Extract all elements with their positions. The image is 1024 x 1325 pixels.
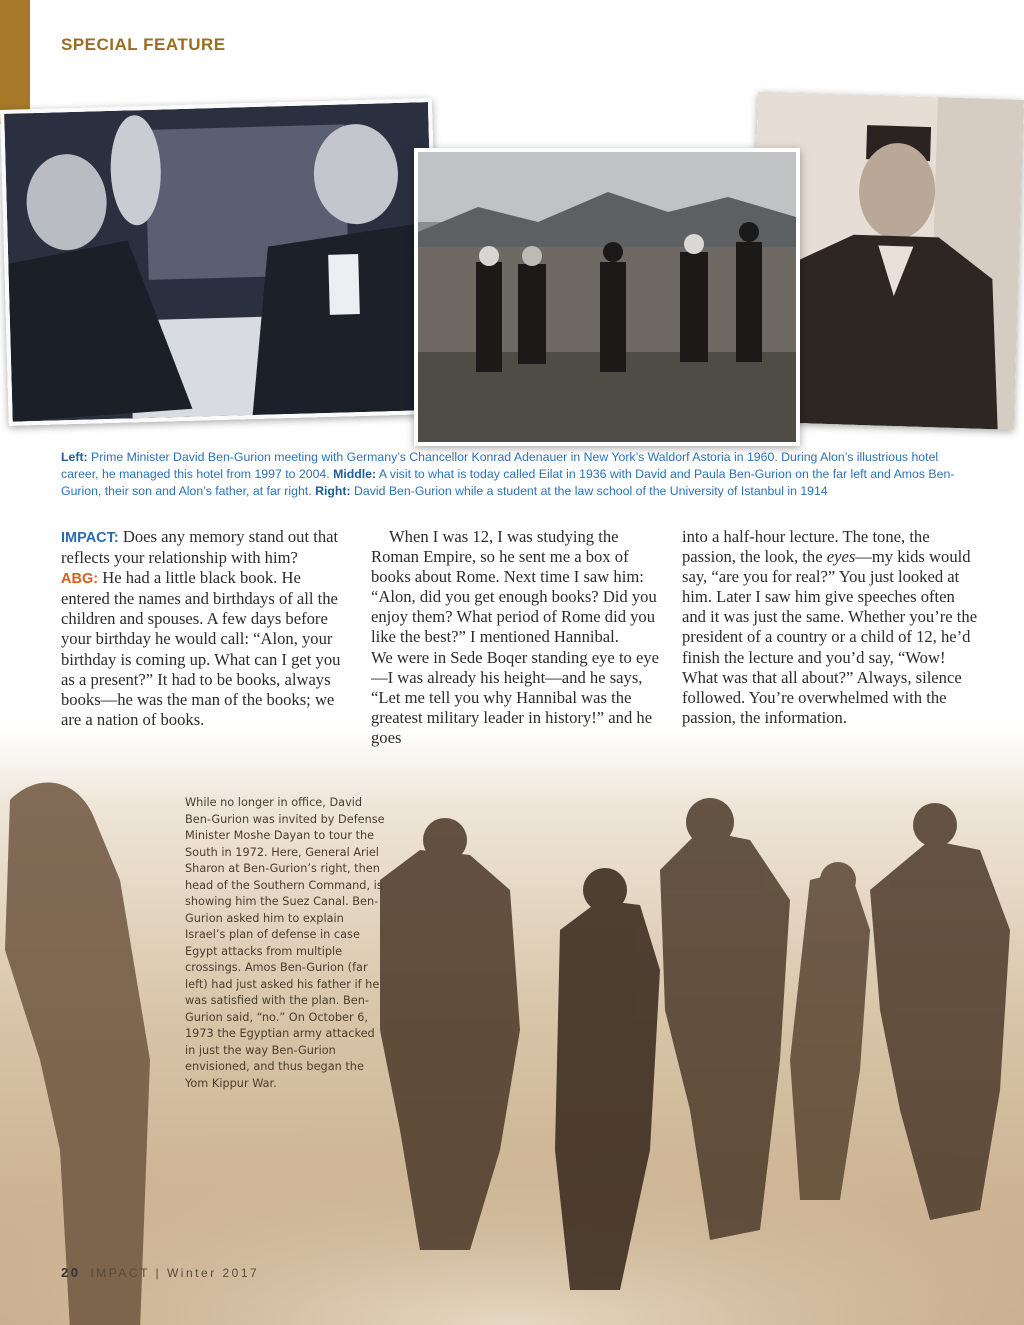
caption-right-head: Right: — [315, 484, 351, 498]
column-3-text-b: —my kids would say, “are you for real?” You just looked at him. Later I saw him give speeches often and it was just the same. Whether you’re the president of a country or a child of 12, he’d finish the lecture and you’d say, “Wow! What was that all about?” Always, silence followed. You’re overwhelmed with the passion, the information. — [682, 547, 978, 727]
speaker-abg: ABG: — [61, 571, 99, 588]
column-3-paragraph — [682, 527, 982, 728]
sepia-group-photo — [0, 730, 1024, 1325]
question-text: Does any memory stand out that reflects your relationship with him? — [61, 527, 339, 568]
caption-middle-text: A visit to what is today called Eilat in 1936 with David and Paula Ben-Gurion on the far left and Amos Ben-Gurion, their son and Alon’s father, at far right. — [61, 467, 955, 498]
column-2-paragraph-1: When I was 12, I was studying the Roman Empire, so he sent me a box of books about Rome. Next time I saw him: “Alon, did you get enough books? Did you enjoy them? What period of Rome did you like the best?” I mentioned Hannibal. — [371, 527, 657, 647]
answer-paragraph — [61, 568, 351, 730]
publication-name: IMPACT | Winter 2017 — [90, 1266, 260, 1280]
caption-left-head: Left: — [61, 450, 88, 464]
page-number: 20 — [61, 1265, 81, 1280]
column-3-emphasis: eyes — [826, 547, 856, 567]
caption-right-text: David Ben-Gurion while a student at the law school of the University of Istanbul in 1914 — [350, 484, 828, 498]
column-2-paragraph-2: We were in Sede Boqer standing eye to eye—I was already his height—and he says, “Let me tell you why Hannibal was the greatest military leader in history!” and he goes — [371, 647, 660, 747]
page-footer — [61, 1265, 259, 1280]
section-label: SPECIAL FEATURE — [61, 35, 226, 54]
eilat-1936-photo — [414, 148, 800, 446]
caption-left-text: Prime Minister David Ben-Gurion meeting with Germany’s Chancellor Konrad Adenauer in New York’s Waldorf Astoria in 1960. During Alon’s illustrious hotel career, he managed this hotel from 1997 to 2004. — [61, 450, 939, 481]
article-column-3 — [682, 527, 982, 728]
question-paragraph — [61, 527, 351, 568]
section-color-bar — [0, 0, 30, 124]
speaker-impact: IMPACT: — [61, 530, 119, 546]
adenauer-meeting-photo — [0, 98, 441, 426]
photo-caption — [61, 449, 961, 500]
column-3-text-a: into a half-hour lecture. The tone, the passion, the look, the — [682, 527, 930, 567]
article-column-1 — [61, 527, 351, 730]
article-column-2 — [371, 527, 661, 748]
caption-middle-head: Middle: — [333, 467, 377, 481]
answer-text: He had a little black book. He entered the names and birthdays of all the children and spouses. A few days before your birthday he would call: “Alon, your birthday is coming up. What can I get you as a present?” It had to be books, always books—he was the man of the books; we are a nation of books. — [61, 568, 341, 729]
sepia-photo-caption: While no longer in office, David Ben-Gurion was invited by Defense Minister Moshe Dayan to tour the South in 1972. Here, General Ariel Sharon at Ben-Gurion’s right, then head of the Southern Command, is showing him the Suez Canal. Ben-Gurion asked him to explain Israel’s plan of defense in case Egypt attacks from multiple crossings. Amos Ben-Gurion (far left) had just asked his father if he was satisfied with the plan. Ben-Gurion said, “no.” On October 6, 1973 the Egyptian army attacked in just the way Ben-Gurion envisioned, and thus began the Yom Kippur War. — [185, 796, 385, 1090]
